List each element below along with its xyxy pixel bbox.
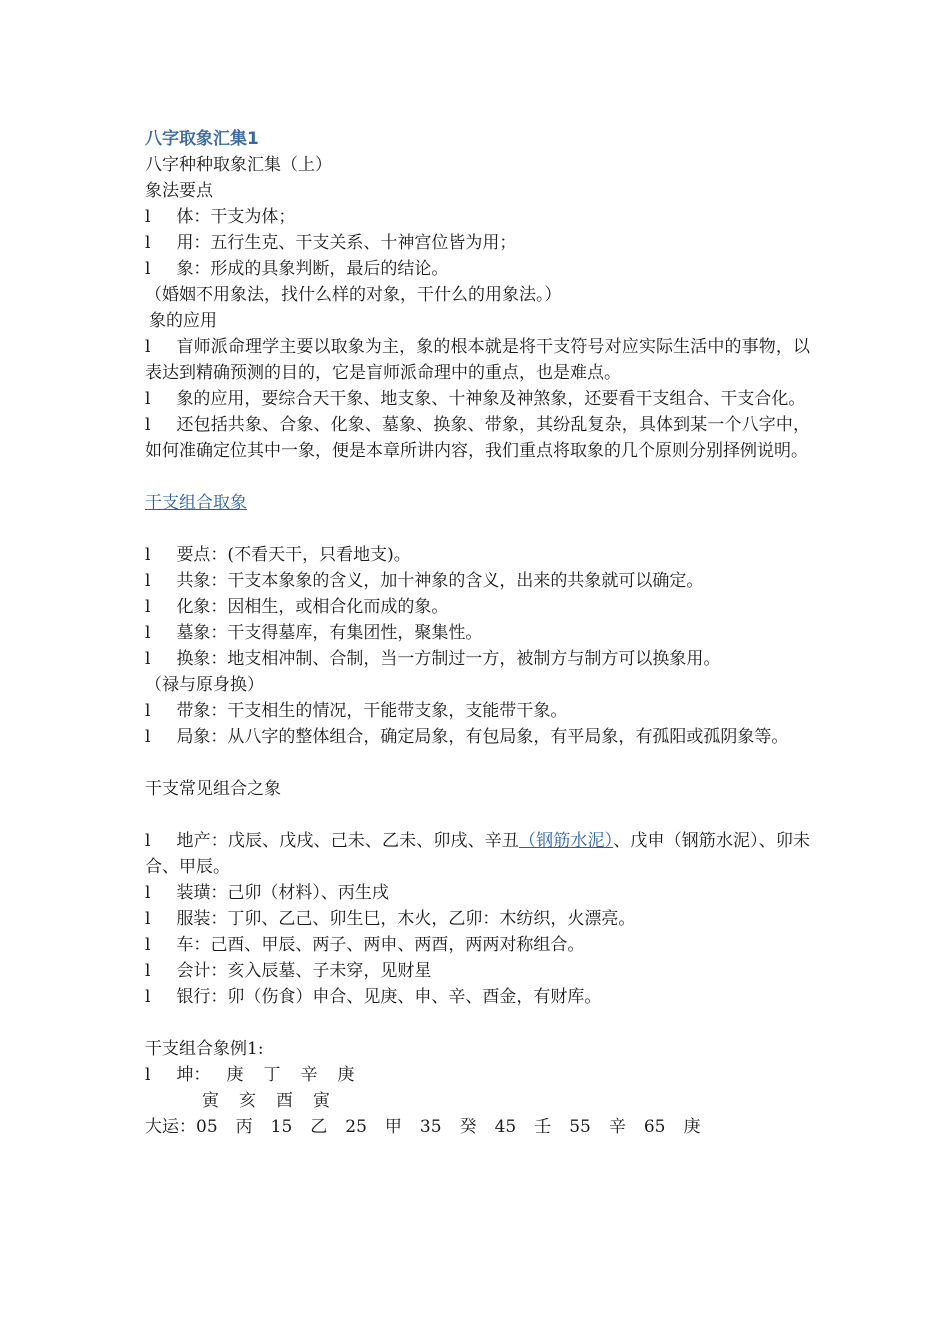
bullet-glyph: l <box>145 909 151 929</box>
list-item <box>145 568 810 594</box>
dayun-value: 丙 <box>235 1117 253 1137</box>
bullet-glyph: l <box>145 961 151 981</box>
list-item-text: 化象：因相生，或相合化而成的象。 <box>176 597 449 617</box>
list-item <box>145 204 810 230</box>
bullet-glyph: l <box>145 207 151 227</box>
list-item <box>145 256 810 282</box>
list-item <box>145 698 810 724</box>
list-item-text: 墓象：干支得墓库，有集团性，聚集性。 <box>176 623 483 643</box>
list-item <box>145 828 810 880</box>
stem: 丁 <box>263 1065 281 1085</box>
bullet-glyph: l <box>145 623 151 643</box>
branch: 亥 <box>239 1091 256 1111</box>
list-item <box>145 932 810 958</box>
section-heading-common-combinations: 干支常见组合之象 <box>145 779 281 799</box>
dayun-value: 65 <box>643 1117 666 1137</box>
list-item-text: 局象：从八字的整体组合，确定局象，有包局象，有平局象，有孤阳或孤阴象等。 <box>176 727 789 747</box>
list-item <box>145 594 810 620</box>
list-item-text: 共象：干支本象象的含义，加十神象的含义，出来的共象就可以确定。 <box>176 571 704 591</box>
section-heading-link-combination[interactable]: 干支组合取象 <box>145 493 247 513</box>
list-item <box>145 906 810 932</box>
stem: 辛 <box>300 1065 318 1085</box>
bullet-glyph: l <box>145 987 151 1007</box>
bullet-glyph: l <box>145 259 151 279</box>
list-item <box>145 334 810 386</box>
list-item-text: 盲师派命理学主要以取象为主，象的根本就是将干支符号对应实际生活中的事物，以表达到精确预测的目的，它是盲师派命理中的重点，也是难点。 <box>145 337 810 383</box>
kun-label: 坤： <box>176 1065 211 1085</box>
bullet-glyph: l <box>145 935 151 955</box>
document-page <box>145 126 810 1140</box>
list-item-text-tail: 、戊申（钢筋水泥）、卯未合、甲辰。 <box>145 831 811 877</box>
dayun-value: 35 <box>419 1117 442 1137</box>
stem: 庚 <box>226 1065 244 1085</box>
dayun-value: 05 <box>196 1117 218 1137</box>
dayun-value: 庚 <box>683 1117 701 1137</box>
list-item <box>145 724 810 750</box>
list-item-text: 象：形成的具象判断，最后的结论。 <box>176 259 449 279</box>
section-heading-application: 象的应用 <box>149 311 217 331</box>
dayun-value: 25 <box>345 1117 367 1137</box>
dayun-value: 55 <box>569 1117 591 1137</box>
branch: 寅 <box>313 1091 330 1111</box>
branch: 寅 <box>202 1091 219 1111</box>
bullet-glyph: l <box>145 337 151 357</box>
list-item <box>145 412 810 464</box>
list-item <box>145 230 810 256</box>
dayun-label: 大运： <box>145 1117 196 1137</box>
bullet-glyph: l <box>145 389 151 409</box>
bullet-glyph: l <box>145 597 151 617</box>
list-item <box>145 386 810 412</box>
list-item <box>145 620 810 646</box>
bullet-glyph: l <box>145 883 151 903</box>
section-heading-example: 干支组合象例1: <box>145 1039 264 1059</box>
document-subtitle: 八字种种取象汇集（上） <box>145 155 332 175</box>
bullet-glyph: l <box>145 233 151 253</box>
section-heading-key-points: 象法要点 <box>145 181 213 201</box>
list-item-text: 象的应用，要综合天干象、地支象、十神象及神煞象，还要看干支组合、干支合化。 <box>176 389 806 409</box>
dayun-value: 辛 <box>608 1117 626 1137</box>
bullet-glyph: l <box>145 1065 151 1085</box>
inline-link-rebar-concrete[interactable]: （钢筋水泥） <box>518 831 614 851</box>
note-text: （婚姻不用象法，找什么样的对象，干什么的用象法。） <box>145 285 562 305</box>
note-text: （禄与原身换） <box>145 675 264 695</box>
dayun-value: 15 <box>270 1117 293 1137</box>
list-item-text: 装璜：己卯（材料）、丙生戌 <box>176 883 389 903</box>
list-item-text: 用：五行生克、干支关系、十神宫位皆为用； <box>176 233 517 253</box>
list-item-text: 还包括共象、合象、化象、墓象、换象、带象，其纷乱复杂，具体到某一个八字中，如何准确定位其中一象，便是本章所讲内容，我们重点将取象的几个原则分别择例说明。 <box>145 415 810 461</box>
document-title: 八字取象汇集1 <box>145 129 259 149</box>
list-item <box>145 542 810 568</box>
list-item-text: 换象：地支相冲制、合制，当一方制过一方，被制方与制方可以换象用。 <box>176 649 721 669</box>
list-item <box>145 984 810 1010</box>
list-item <box>145 958 810 984</box>
bullet-glyph: l <box>145 727 151 747</box>
bullet-glyph: l <box>145 649 151 669</box>
bullet-glyph: l <box>145 415 151 435</box>
list-item-text: 车：己酉、甲辰、两子、两申、两酉，两两对称组合。 <box>176 935 585 955</box>
list-item-text: 体：干支为体； <box>176 207 296 227</box>
dayun-value: 乙 <box>310 1117 328 1137</box>
list-item <box>145 646 810 672</box>
dayun-value: 45 <box>494 1117 517 1137</box>
bullet-glyph: l <box>145 831 151 851</box>
bazi-stems-row <box>145 1062 810 1088</box>
list-item-text: 会计：亥入辰墓、子未穿，见财星 <box>176 961 432 981</box>
list-item-text: 要点：(不看天干，只看地支)。 <box>176 545 411 565</box>
dayun-value: 癸 <box>459 1117 477 1137</box>
list-item <box>145 880 810 906</box>
list-item-text: 地产：戊辰、戊戌、己未、乙未、卯戌、辛丑 <box>176 831 519 851</box>
dayun-value: 甲 <box>384 1117 402 1137</box>
list-item-text: 银行：卯（伤食）申合、见庚、申、辛、酉金，有财库。 <box>176 987 602 1007</box>
list-item-text: 服装：丁卯、乙己、卯生巳，木火，乙卯：木纺织，火漂亮。 <box>176 909 636 929</box>
list-item-text: 带象：干支相生的情况，干能带支象，支能带干象。 <box>176 701 568 721</box>
bullet-glyph: l <box>145 701 151 721</box>
bullet-glyph: l <box>145 571 151 591</box>
dayun-value: 壬 <box>534 1117 552 1137</box>
branch: 酉 <box>276 1091 293 1111</box>
dayun-row <box>145 1114 810 1140</box>
stem: 庚 <box>337 1065 355 1085</box>
bullet-glyph: l <box>145 545 151 565</box>
bazi-branches-row <box>145 1088 810 1114</box>
